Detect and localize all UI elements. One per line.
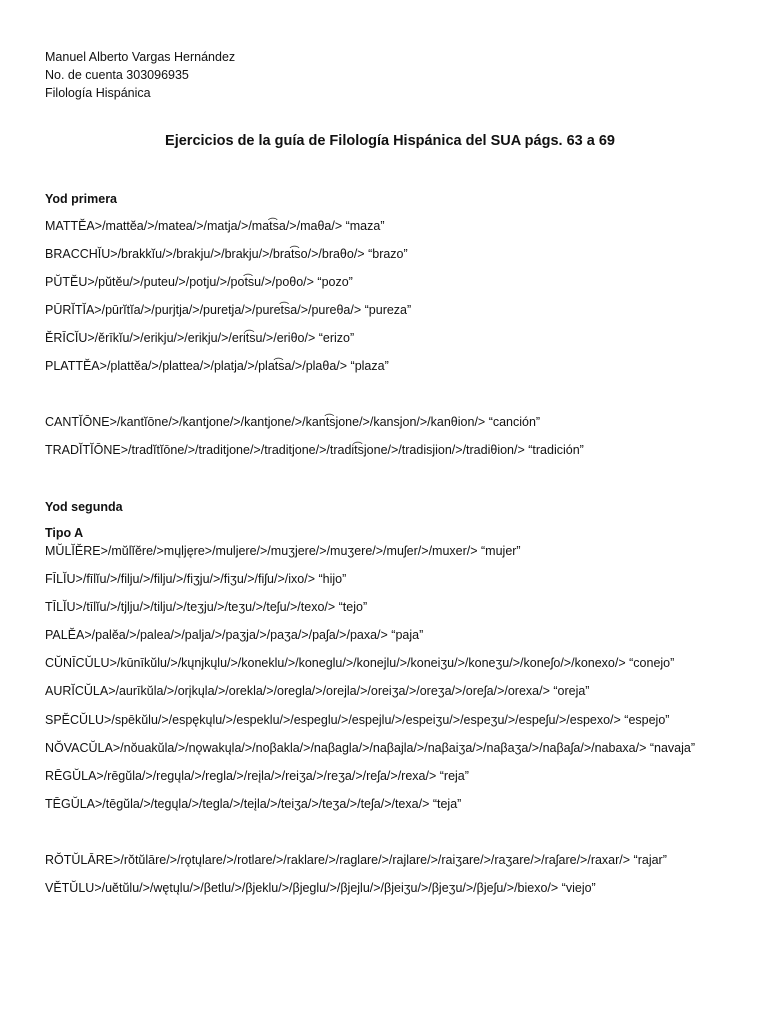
derivation-line: FĪLĬU>/fīlĭu/>/filju/>/filju/>/fiʒju/>/fiʒu/>/fiʃu/>/ixo/> “hijo” (45, 571, 347, 586)
derivation-line: MŬLĬĔRE>/mŭlĭĕre/>mųljęre>/muljere/>/muʒjere/>/muʒere/>/muʃer/>/muxer/> “mujer” (45, 543, 521, 558)
derivation-line: PŬTĔU>/pŭtĕu/>/puteu/>/potju/>/pot͡su/>/poθo/> “pozo” (45, 274, 353, 289)
derivation-line: PLATTĔA>/plattĕa/>/plattea/>/platja/>/plat͡sa/>/plaθa/> “plaza” (45, 359, 389, 374)
derivation-line: TRADĬTĬŌNE>/tradĭtĭōne/>/traditjone/>/traditjone/>/tradit͡sjone/>/tradisjion/>/tradiθion/> “tradición” (45, 443, 584, 458)
derivation-line: ĔRĪCĬU>/ĕrīkĭu/>/erikju/>/erikju/>/erit͡su/>/eriθo/> “erizo” (45, 331, 355, 346)
subheading-tipo-a: Tipo A (45, 525, 84, 540)
derivation-line: SPĔCŬLU>/spēkŭlu/>/espękųlu/>/espeklu/>/espeglu/>/espejlu/>/espeiʒu/>/espeʒu/>/espeʃu/>/espexo/> “espejo” (45, 712, 670, 727)
yod-segunda-group-1 (45, 542, 735, 813)
section-heading-yod-primera: Yod primera (45, 192, 118, 207)
derivation-line: PŪRĬTĬA>/pūrĭtĭa/>/purjtja/>/puretja/>/puret͡sa/>/pureθa/> “pureza” (45, 302, 412, 317)
author-block (45, 48, 735, 102)
derivation-line: CŬNĪCŬLU>/kūnīkŭlu/>/kųnjkųlu/>/koneklu/>/koneglu/>/konejlu/>/koneiʒu/>/koneʒu/>/koneʃo/>/konexo/> “conejo” (45, 656, 675, 671)
yod-primera-group-2 (45, 413, 735, 459)
program-name: Filología Hispánica (45, 86, 151, 101)
author-name: Manuel Alberto Vargas Hernández (45, 50, 236, 64)
section-heading-yod-segunda: Yod segunda (45, 499, 123, 514)
derivation-line: AURĬCŬLA>/aurīkŭla/>/orįkųla/>/orekla/>/oregla/>/orejla/>/oreiʒa/>/oreʒa/>/oreʃa/>/orexa/> “oreja” (45, 684, 590, 699)
derivation-line: VĔTŬLU>/uĕtŭlu/>/wętųlu/>/βetlu/>/βjeklu/>/βjeglu/>/βjejlu/>/βjeiʒu/>/βjeʒu/>/βjeʃu/>/biexo/> “viejo” (45, 881, 596, 896)
derivation-line: TĒGŬLA>/tēgŭla/>/tegųla/>/tegla/>/teįla/>/teiʒa/>/teʒa/>/teʃa/>/texa/> “teja” (45, 796, 462, 811)
derivation-line: MATTĔA>/mattĕa/>/matea/>/matja/>/mat͡sa/>/maθa/> “maza” (45, 218, 385, 233)
document-page (45, 48, 735, 907)
derivation-line: NŎVACŬLA>/nŏuakŭla/>/nǫwakųla/>/noβakla/>/naβagla/>/naβajla/>/naβaiʒa/>/naβaʒa/>/naβaʃa/>/nabaxa/> “navaja” (45, 740, 696, 755)
derivation-line: RĒGŬLA>/rēgŭla/>/regųla/>/regla/>/reįla/>/reiʒa/>/reʒa/>/reʃa/>/rexa/> “reja” (45, 768, 469, 783)
yod-primera-group-1 (45, 217, 735, 376)
derivation-line: PALĔA>/palĕa/>/palea/>/palja/>/paʒja/>/paʒa/>/paʃa/>/paxa/> “paja” (45, 628, 424, 643)
derivation-line: RŎTŬLĀRE>/rŏtŭlāre/>/rǫtųlare/>/rotlare/>/raklare/>/raglare/>/rajlare/>/raiʒare/>/raʒare/>/raʃare/>/raxar/> “rajar” (45, 853, 667, 868)
account-number: No. de cuenta 303096935 (45, 68, 189, 83)
yod-segunda-group-2 (45, 851, 735, 897)
document-title: Ejercicios de la guía de Filología Hispánica del SUA págs. 63 a 69 (165, 133, 615, 150)
derivation-line: CANTĬŌNE>/kantĭōne/>/kantjone/>/kantjone/>/kant͡sjone/>/kansjon/>/kanθion/> “canción” (45, 415, 541, 430)
derivation-line: TĪLĬU>/tīlĭu/>/tjlju/>/tilju/>/teʒju/>/teʒu/>/teʃu/>/texo/> “tejo” (45, 600, 368, 615)
derivation-line: BRACCHĬU>/brakkĭu/>/brakju/>/brakju/>/brat͡so/>/braθo/> “brazo” (45, 246, 408, 261)
